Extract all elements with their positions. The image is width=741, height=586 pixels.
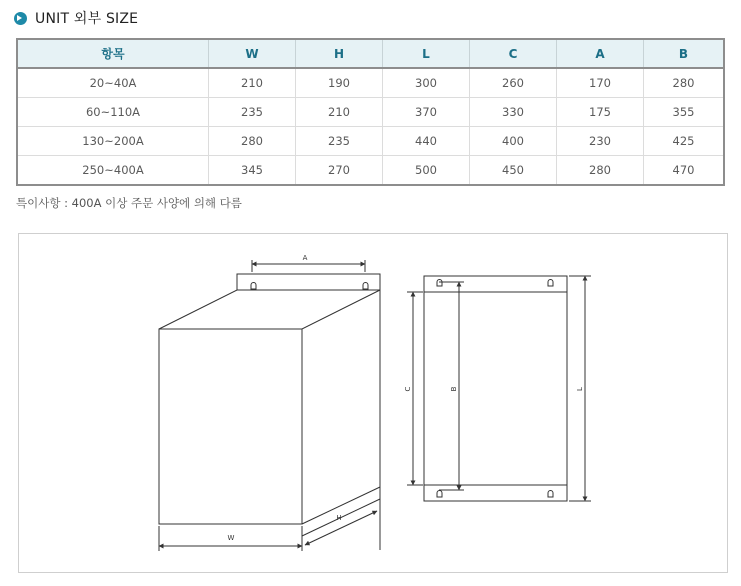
cell-l: 370 — [383, 98, 470, 127]
mount-hole-icon — [363, 283, 368, 290]
table-row — [17, 98, 724, 127]
cell-item: 20~40A — [17, 68, 209, 98]
section-title-text: UNIT 외부 SIZE — [35, 11, 139, 27]
cell-h: 210 — [296, 98, 383, 127]
cell-l: 500 — [383, 156, 470, 186]
header-a: A — [557, 39, 644, 68]
cell-c: 450 — [470, 156, 557, 186]
header-c: C — [470, 39, 557, 68]
label-b: B — [450, 386, 458, 392]
cell-b: 470 — [644, 156, 725, 186]
cell-c: 400 — [470, 127, 557, 156]
dimension-drawing — [19, 234, 727, 572]
label-l: L — [576, 387, 584, 391]
mount-hole-icon — [437, 491, 442, 498]
cell-h: 235 — [296, 127, 383, 156]
label-w: W — [227, 534, 235, 542]
mount-hole-icon — [548, 280, 553, 287]
header-h: H — [296, 39, 383, 68]
header-b: B — [644, 39, 725, 68]
header-w: W — [209, 39, 296, 68]
cell-h: 270 — [296, 156, 383, 186]
cell-l: 300 — [383, 68, 470, 98]
cell-item: 130~200A — [17, 127, 209, 156]
cell-w: 345 — [209, 156, 296, 186]
cell-w: 210 — [209, 68, 296, 98]
cell-a: 230 — [557, 127, 644, 156]
mount-hole-icon — [437, 280, 442, 287]
top-bracket — [237, 274, 380, 290]
cell-w: 280 — [209, 127, 296, 156]
isometric-view — [159, 254, 380, 551]
cell-a: 280 — [557, 156, 644, 186]
cell-c: 260 — [470, 68, 557, 98]
header-l: L — [383, 39, 470, 68]
circle-arrow-bullet-icon — [14, 12, 27, 25]
label-c: C — [404, 386, 412, 392]
side-outline — [424, 276, 567, 501]
cell-w: 235 — [209, 98, 296, 127]
top-face — [159, 290, 380, 329]
front-face — [159, 329, 302, 524]
cell-a: 175 — [557, 98, 644, 127]
cell-item: 250~400A — [82, 163, 144, 177]
mount-hole-icon — [548, 491, 553, 498]
cell-c: 330 — [470, 98, 557, 127]
label-a: A — [302, 254, 308, 262]
table-header-row — [17, 39, 724, 68]
section-title — [14, 9, 138, 27]
side-view — [404, 276, 591, 501]
table-row — [17, 156, 724, 186]
unit-size-table — [16, 38, 725, 186]
mount-hole-icon — [251, 283, 256, 290]
label-h: H — [336, 514, 342, 522]
cell-l: 440 — [383, 127, 470, 156]
cell-b: 425 — [644, 127, 725, 156]
header-item: 항목 — [17, 39, 209, 68]
dimension-drawing-panel — [18, 233, 728, 573]
cell-item: 60~110A — [17, 98, 209, 127]
table-row — [17, 68, 724, 98]
cell-b: 355 — [644, 98, 725, 127]
cell-h: 190 — [296, 68, 383, 98]
cell-b: 280 — [644, 68, 725, 98]
table-row — [17, 127, 724, 156]
cell-a: 170 — [557, 68, 644, 98]
special-note: 특이사항 : 400A 이상 주문 사양에 의해 다름 — [16, 196, 242, 210]
